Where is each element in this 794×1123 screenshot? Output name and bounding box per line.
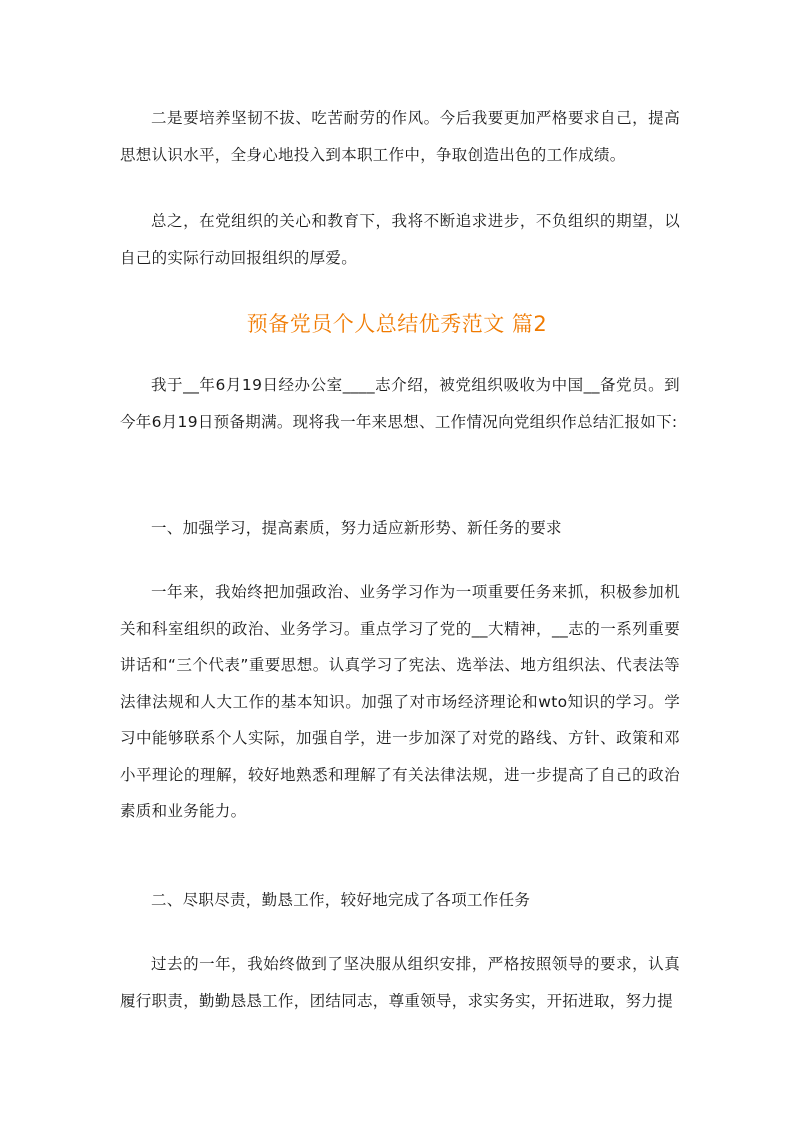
paragraph-study: 一年来，我始终把加强政治、业务学习作为一项重要任务来抓，积极参加机关和科室组织的政治、业务学习。重点学习了党的__大精神，__志的一系列重要讲话和“三个代表”重要思想。认真学习了宪法、选举法、地方组织法、代表法等法律法规和人大工作的基本知识。加强了对市场经济理论和wto知识的学习。学习中能够联系个人实际，加强自学，进一步加深了对党的路线、方针、政策和邓小平理论的理解，较好地熟悉和理解了有关法律法规，进一步提高了自己的政治素质和业务能力。 — [120, 583, 680, 820]
paragraph-perseverance: 二是要培养坚韧不拔、吃苦耐劳的作风。今后我要更加严格要求自己，提高思想认识水平，全身心地投入到本职工作中，争取创造出色的工作成绩。 — [120, 109, 680, 164]
paragraph-intro: 我于__年6月19日经办公室____志介绍，被党组织吸收为中国__备党员。到今年6月19日预备期满。现将我一年来思想、工作情况向党组织作总结汇报如下: — [120, 376, 680, 431]
section-heading: 预备党员个人总结优秀范文 篇2 — [246, 312, 548, 336]
subheading-duty: 二、尽职尽责，勤恳工作，较好地完成了各项工作任务 — [151, 891, 531, 909]
paragraph-work: 过去的一年，我始终做到了坚决服从组织安排，严格按照领导的要求，认真履行职责，勤勤恳恳工作，团结同志，尊重领导，求实务实，开拓进取，努力提 — [120, 955, 680, 1010]
paragraph-conclusion: 总之，在党组织的关心和教育下，我将不断追求进步，不负组织的期望，以自己的实际行动回报组织的厚爱。 — [120, 212, 680, 267]
subheading-study: 一、加强学习，提高素质，努力适应新形势、新任务的要求 — [151, 519, 562, 537]
